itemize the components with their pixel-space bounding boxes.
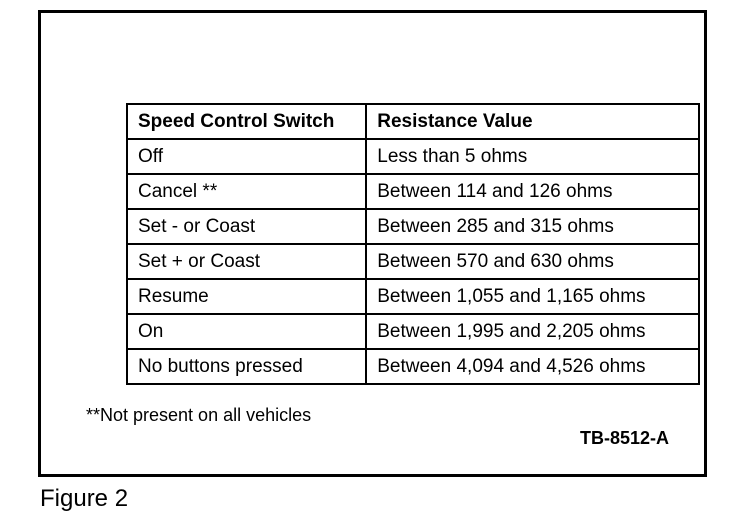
resistance-cell: Between 1,995 and 2,205 ohms [366, 314, 699, 349]
table-row [127, 244, 699, 279]
table-row [127, 174, 699, 209]
table-row [127, 139, 699, 174]
resistance-cell: Less than 5 ohms [366, 139, 699, 174]
switch-cell: Set + or Coast [127, 244, 366, 279]
switch-cell: Off [127, 139, 366, 174]
column-header-resistance: Resistance Value [366, 104, 699, 139]
table-row [127, 314, 699, 349]
resistance-cell: Between 4,094 and 4,526 ohms [366, 349, 699, 384]
switch-cell: On [127, 314, 366, 349]
figure-code: TB-8512-A [579, 428, 669, 448]
resistance-cell: Between 285 and 315 ohms [366, 209, 699, 244]
table-row [127, 279, 699, 314]
resistance-cell: Between 1,055 and 1,165 ohms [366, 279, 699, 314]
switch-cell: Cancel ** [127, 174, 366, 209]
table-row [127, 349, 699, 384]
column-header-switch: Speed Control Switch [127, 104, 366, 139]
table-header-row [127, 104, 699, 139]
table-row [127, 209, 699, 244]
figure-caption: Figure 2 [40, 485, 129, 512]
switch-cell: Set - or Coast [127, 209, 366, 244]
footnote: **Not present on all vehicles [86, 405, 312, 425]
switch-cell: No buttons pressed [127, 349, 366, 384]
resistance-cell: Between 114 and 126 ohms [366, 174, 699, 209]
resistance-cell: Between 570 and 630 ohms [366, 244, 699, 279]
resistance-table [126, 103, 700, 385]
switch-cell: Resume [127, 279, 366, 314]
